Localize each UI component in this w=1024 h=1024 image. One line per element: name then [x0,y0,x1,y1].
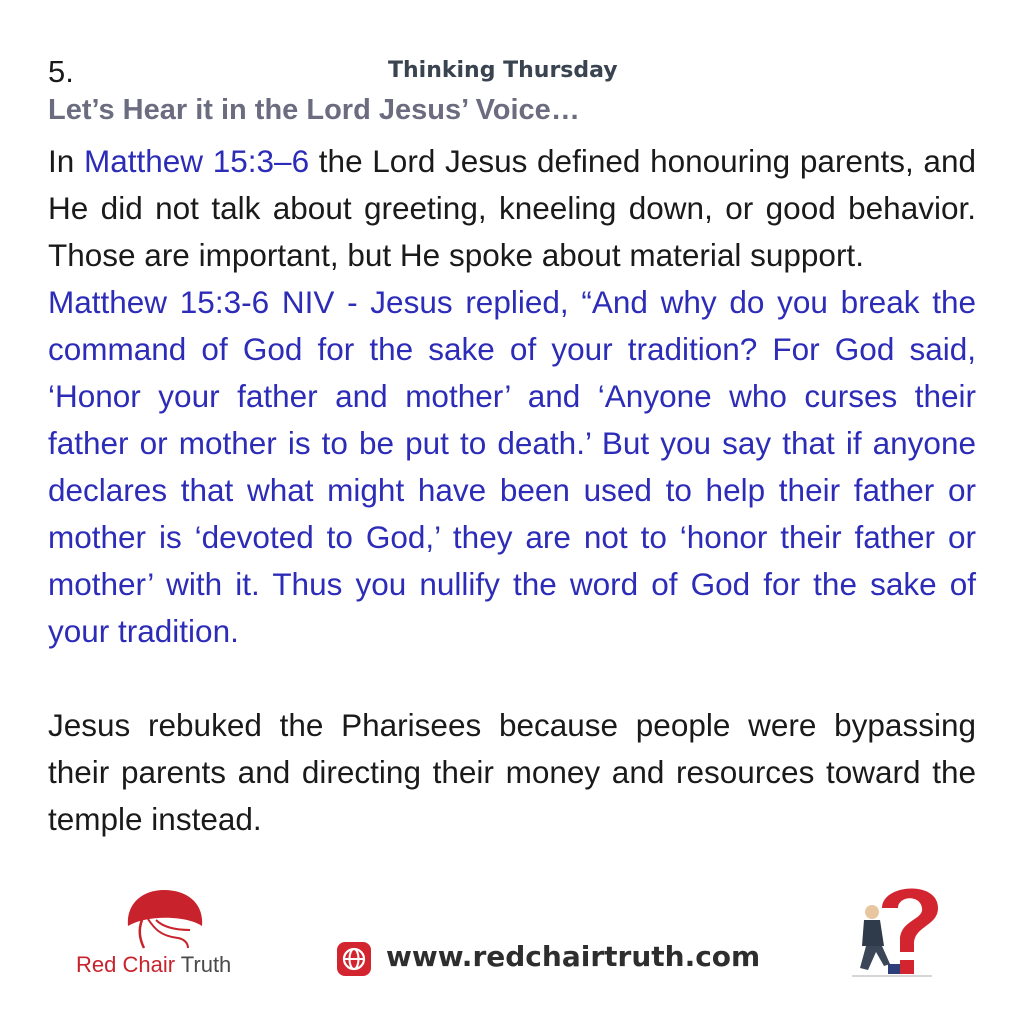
paragraph-spacer [48,655,976,702]
article-body [48,138,976,843]
intro-lead: In [48,143,84,179]
conclusion-paragraph: Jesus rebuked the Pharisees because people were bypassing their parents and directing their money and resources toward the temple instead. [48,707,976,837]
brand-name-red: Red Chair [76,952,176,977]
globe-icon [337,942,371,976]
intro-text: the Lord Jesus defined honouring parents, and He did not talk about greeting, kneeling down, or good behavior. Those are important, but He spoke about material support. [48,143,976,273]
post-number: 5. [48,54,74,89]
red-chair-logo-icon [118,886,210,950]
series-title: Thinking Thursday [388,58,618,83]
section-heading: Let’s Hear it in the Lord Jesus’ Voice… [48,94,580,126]
intro-paragraph [48,138,976,279]
scripture-quote: Matthew 15:3-6 NIV - Jesus replied, “And why do you break the command of God for the sake of your tradition? For God said, ‘Honor your father and mother’ and ‘Anyone who curses their father or mother is to be put to death.’ But you say that if anyone declares that what might have been used to help their father or mother is ‘devoted to God,’ they are not to ‘honor their father or mother’ with it. Thus you nullify the word of God for the sake of your tradition. [48,284,976,649]
scripture-reference: Matthew 15:3–6 [83,143,310,179]
brand-name-dark: Truth [175,952,232,977]
brand-name [76,952,231,978]
website-link[interactable]: www.redchairtruth.com [386,940,761,973]
thinking-man-question-mark-icon [842,874,952,984]
